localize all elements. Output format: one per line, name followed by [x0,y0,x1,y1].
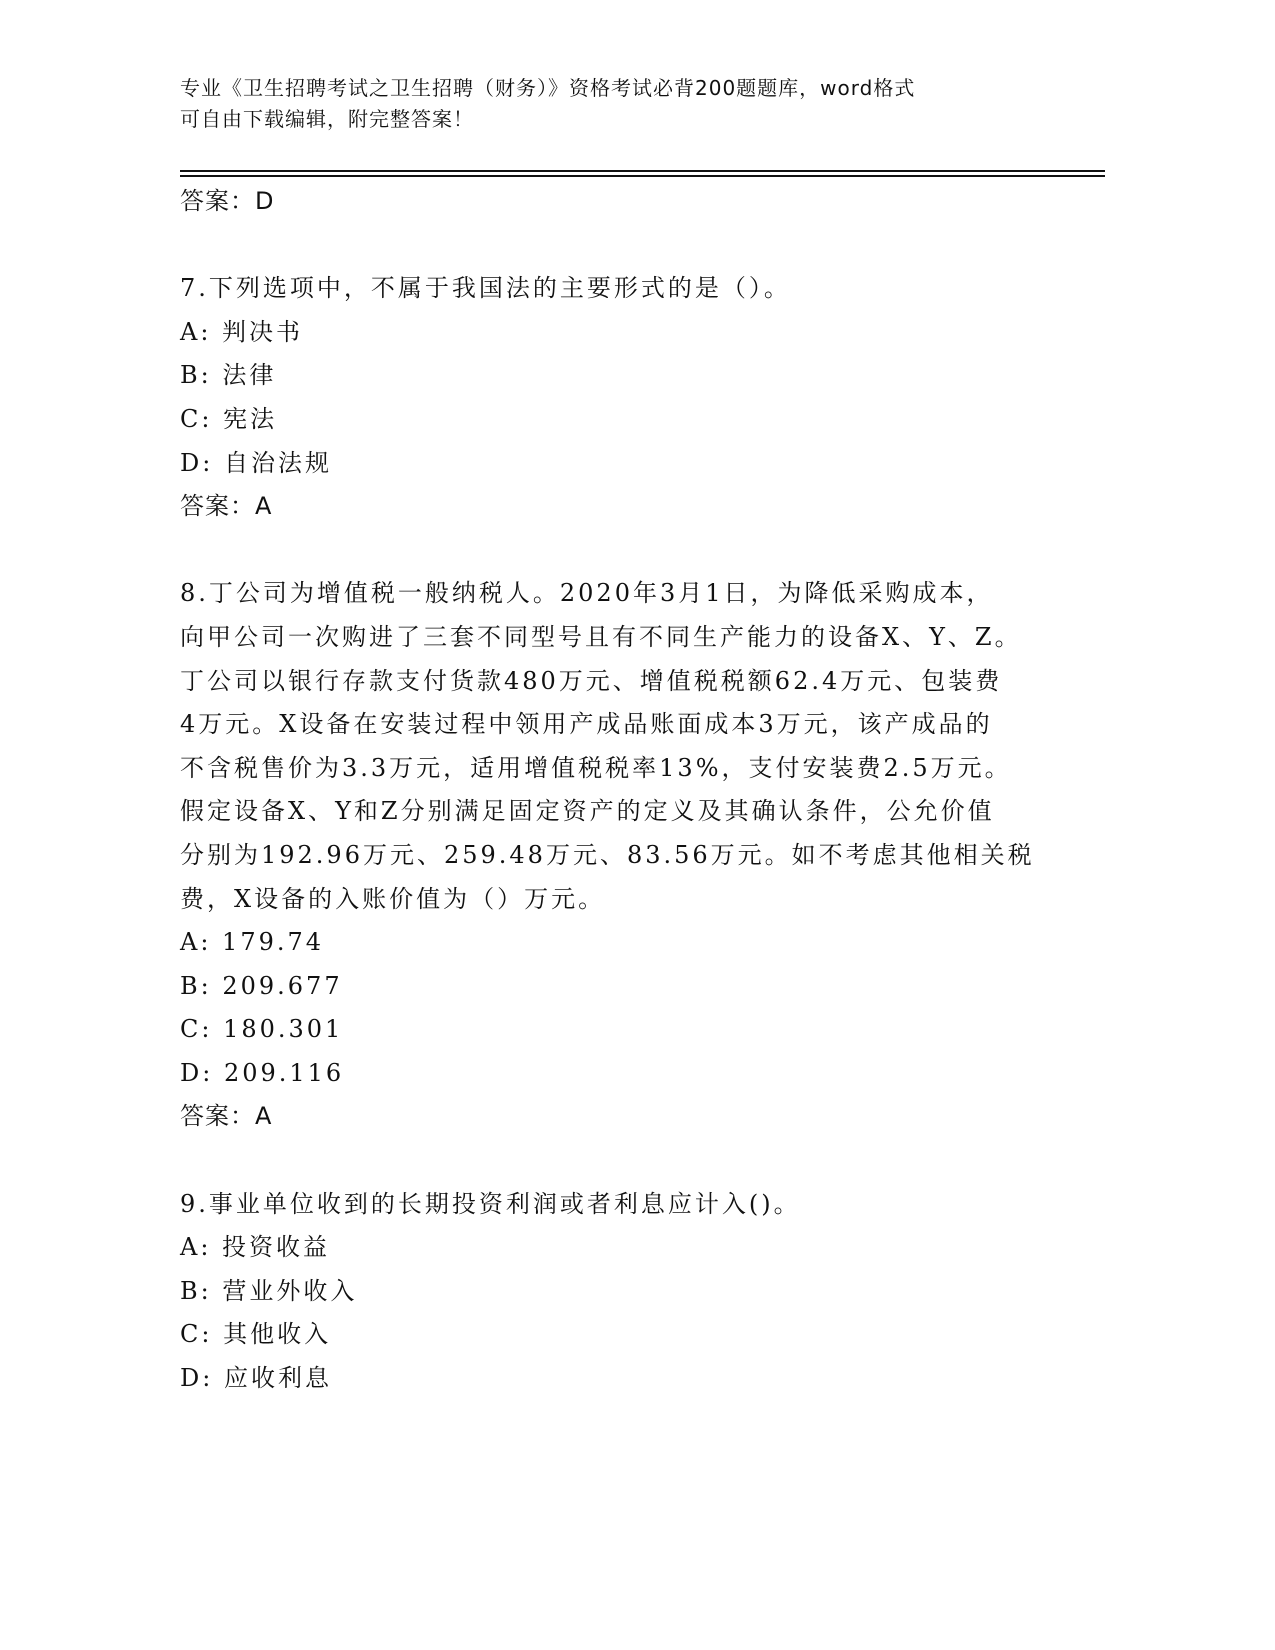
question-text: 8.丁公司为增值税一般纳税人。2020年3月1日，为降低采购成本， [180,579,994,608]
question-text: 费，X设备的入账价值为（）万元。 [180,884,606,913]
answer-option: A: 179.74 [180,928,325,957]
answer-label: 答案：A [180,1102,273,1131]
answer-option: B: 209.677 [180,971,343,1000]
question-text: 4万元。X设备在安装过程中领用产成品账面成本3万元，该产成品的 [180,710,993,739]
header-line: 专业《卫生招聘考试之卫生招聘（财务）》资格考试必背200题题库，word格式 [180,76,916,100]
question-text: 7.下列选项中，不属于我国法的主要形式的是（）。 [180,274,791,303]
answer-option: B: 营业外收入 [180,1276,358,1305]
question-item [180,572,1060,1139]
answer-option: D: 应收利息 [180,1364,332,1393]
answer-option: C: 180.301 [180,1015,344,1044]
answer-option: A: 判决书 [180,317,304,346]
document-header [180,73,1040,135]
question-text: 向甲公司一次购进了三套不同型号且有不同生产能力的设备X、Y、Z。 [180,622,1022,651]
question-item [180,267,1060,529]
question-text: 9.事业单位收到的长期投资利润或者利息应计入()。 [180,1189,801,1218]
header-line: 可自由下载编辑，附完整答案！ [180,107,474,131]
answer-option: A: 投资收益 [180,1233,331,1262]
answer-option: C: 宪法 [180,404,278,433]
question-item [180,1183,1060,1401]
answer-option: D: 自治法规 [180,448,332,477]
answer-label: 答案：A [180,492,273,521]
question-list [180,180,1060,1401]
answer-label: 答案：D [180,187,275,215]
question-text: 丁公司以银行存款支付货款480万元、增值税税额62.4万元、包装费 [180,666,1003,695]
question-text: 不含税售价为3.3万元，适用增值税税率13%，支付安装费2.5万元。 [180,753,1012,782]
header-divider [180,175,1105,177]
answer-option: C: 其他收入 [180,1320,332,1349]
question-text: 假定设备X、Y和Z分别满足固定资产的定义及其确认条件，公允价值 [180,797,995,826]
header-divider [180,170,1105,172]
question-text: 分别为192.96万元、259.48万元、83.56万元。如不考虑其他相关税 [180,840,1035,869]
answer-option: D: 209.116 [180,1058,345,1087]
answer-option: B: 法律 [180,361,277,390]
